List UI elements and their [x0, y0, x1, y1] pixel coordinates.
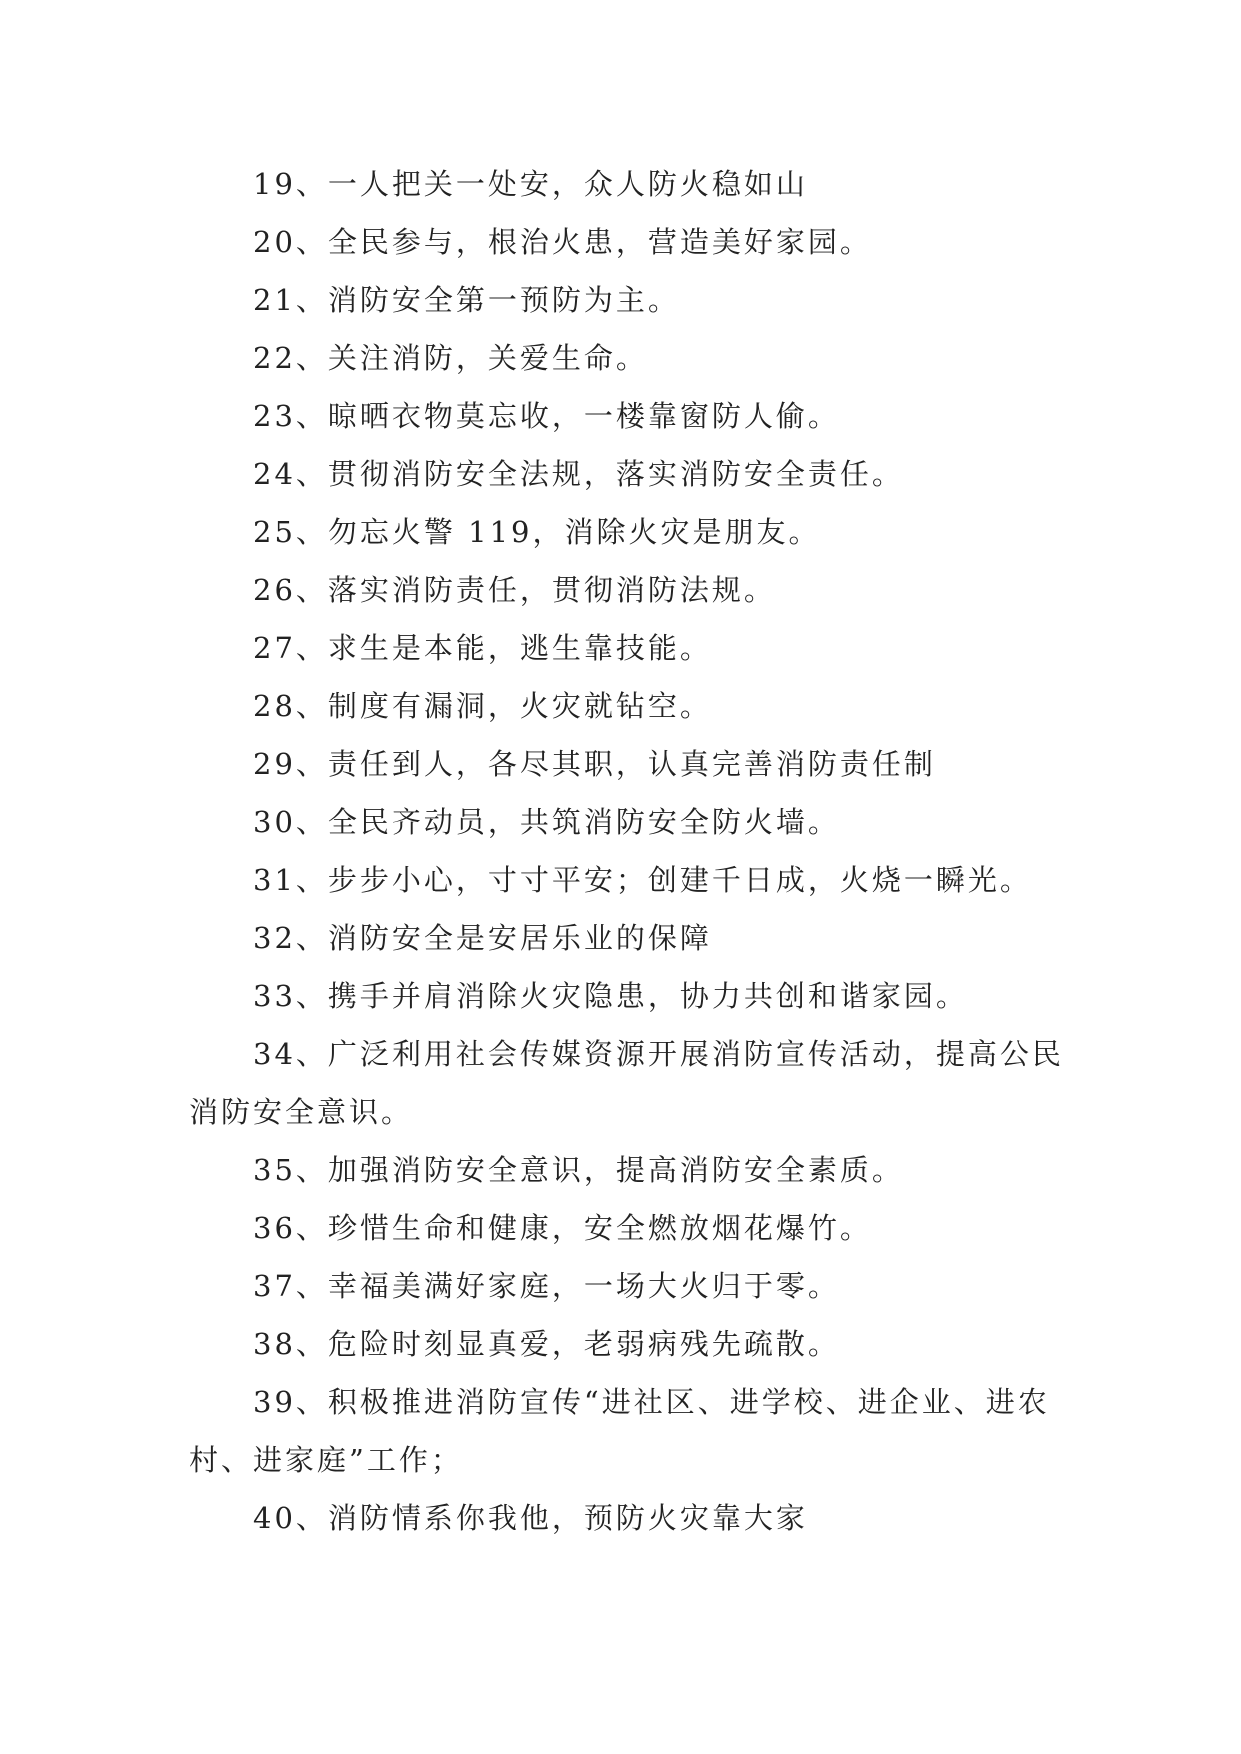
list-item: 29、责任到人，各尽其职，认真完善消防责任制: [253, 747, 936, 781]
list-item: 32、消防安全是安居乐业的保障: [253, 921, 712, 955]
slogan-list: [189, 155, 1069, 1547]
list-item: 27、求生是本能，逃生靠技能。: [253, 631, 712, 665]
list-item: 35、加强消防安全意识，提高消防安全素质。: [253, 1153, 904, 1187]
list-item: 37、幸福美满好家庭，一场大火归于零。: [253, 1269, 840, 1303]
list-item: 34、广泛利用社会传媒资源开展消防宣传活动，提高公民消防安全意识。: [189, 1037, 1064, 1129]
list-item: 22、关注消防，关爱生命。: [253, 341, 648, 375]
list-item: 31、步步小心，寸寸平安；创建千日成，火烧一瞬光。: [253, 863, 1032, 897]
list-item: 21、消防安全第一预防为主。: [253, 283, 680, 317]
list-item: 30、全民齐动员，共筑消防安全防火墙。: [253, 805, 840, 839]
list-item: 39、积极推进消防宣传“进社区、进学校、进企业、进农村、进家庭”工作；: [189, 1385, 1050, 1477]
list-item: 33、携手并肩消除火灾隐患，协力共创和谐家园。: [253, 979, 968, 1013]
list-item: 40、消防情系你我他，预防火灾靠大家: [253, 1501, 808, 1535]
list-item: 38、危险时刻显真爱，老弱病残先疏散。: [253, 1327, 840, 1361]
list-item: 26、落实消防责任，贯彻消防法规。: [253, 573, 776, 607]
list-item: 19、一人把关一处安，众人防火稳如山: [253, 167, 808, 201]
list-item: 25、勿忘火警 119，消除火灾是朋友。: [253, 515, 821, 549]
list-item: 24、贯彻消防安全法规，落实消防安全责任。: [253, 457, 904, 491]
list-item: 28、制度有漏洞，火灾就钻空。: [253, 689, 712, 723]
list-item: 36、珍惜生命和健康，安全燃放烟花爆竹。: [253, 1211, 872, 1245]
list-item: 20、全民参与，根治火患，营造美好家园。: [253, 225, 872, 259]
list-item: 23、晾晒衣物莫忘收，一楼靠窗防人偷。: [253, 399, 840, 433]
